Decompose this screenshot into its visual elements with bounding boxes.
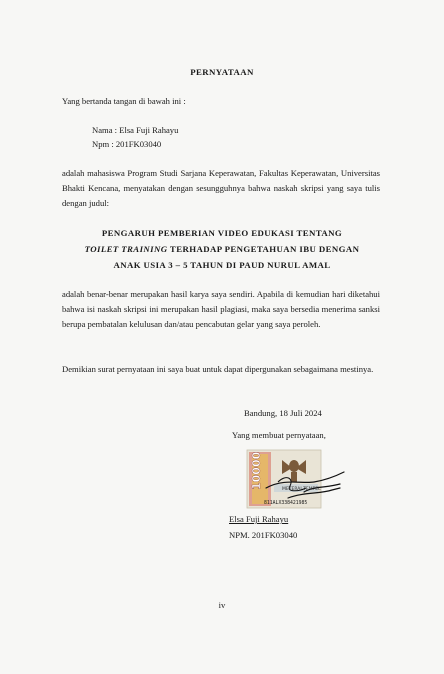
stamp-serial: 811ALX338421985 [264, 501, 308, 506]
signer-name: Elsa Fuji Rahayu [229, 514, 289, 524]
stamp-value: 10000 [250, 451, 263, 490]
page-number: iv [218, 600, 226, 610]
name-line: Nama : Elsa Fuji Rahayu [92, 125, 179, 135]
thesis-title-line-2 [0, 241, 444, 257]
place-date: Bandung, 18 Juli 2024 [244, 408, 322, 418]
paragraph-closing: Demikian surat pernyataan ini saya buat untuk dapat dipergunakan sebagaimana mestinya. [62, 364, 374, 374]
paragraph-statement: adalah mahasiswa Program Studi Sarjana Keperawatan, Fakultas Keperawatan, Universitas Bhakti Kencana, menyatakan dengan sesungguhnya bahwa naskah skripsi yang saya tulis dengan judul: [62, 168, 380, 208]
page-title: PERNYATAAN [190, 67, 254, 77]
signer-npm: NPM. 201FK03040 [229, 530, 298, 540]
thesis-title-line-1: PENGARUH PEMBERIAN VIDEO EDUKASI TENTANG [101, 228, 343, 238]
thesis-title-line-3: ANAK USIA 3 – 5 TAHUN DI PAUD NURUL AMAL [113, 260, 331, 270]
thesis-title-line-2-rest: TERHADAP PENGETAHUAN IBU DENGAN [167, 244, 360, 254]
stamp-label: METERAI TEMPEL [282, 487, 321, 492]
intro-text: Yang bertanda tangan di bawah ini : [62, 96, 186, 106]
npm-line: Npm : 201FK03040 [92, 139, 162, 149]
paragraph-originality: adalah benar-benar merupakan hasil karya saya sendiri. Apabila di kemudian hari diketahui bahwa isi naskah skripsi ini merupakan hasil plagiasi, maka saya bersedia menerima sanksi berupa pembatalan kelulusan dan/atau pencabutan gelar yang saya peroleh. [62, 289, 380, 329]
thesis-title-italic-term: TOILET TRAINING [84, 244, 168, 254]
signer-label: Yang membuat pernyataan, [232, 430, 326, 440]
revenue-stamp-with-signature [244, 448, 352, 510]
